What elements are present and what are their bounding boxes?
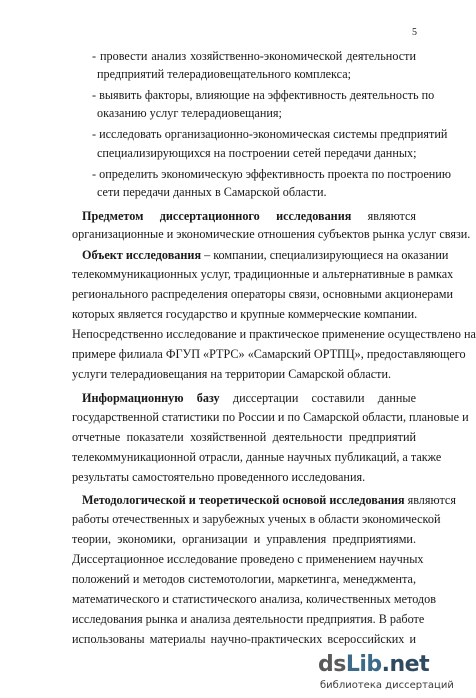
text-line: организационные и экономические отношения субъектов рынка услуг связи.: [72, 227, 471, 241]
text-line: регионального распределения операторы связи, основными акционерами: [72, 287, 453, 301]
text-line: телекоммуникационных услуг, традиционные и альтернативные в рамках: [72, 267, 454, 281]
bold-term: Предметом диссертационного исследования: [82, 209, 352, 223]
text-line: работы отечественных и зарубежных ученых в области экономической: [72, 512, 441, 526]
text-line: Диссертационное исследование проведено с применением научных: [72, 552, 424, 566]
bold-term: Информационную базу: [82, 391, 220, 405]
text-line: услуги телерадиовещания на территории Самарской области.: [72, 367, 392, 381]
text-line: Объект исследования – компании, специализирующиеся на оказании: [82, 248, 449, 262]
watermark-logo-text: dsLib.net: [318, 652, 430, 677]
text-line: Предметом диссертационного исследования являются: [82, 209, 416, 223]
text-line: теории, экономики, организации и управления предприятиями.: [72, 532, 416, 546]
text-line: исследования рынка и анализа деятельности предприятия. В работе: [72, 612, 425, 626]
text-line: оказанию услуг телерадиовещания;: [97, 106, 282, 120]
text-line: которых является государство и крупные коммерческие компании.: [72, 307, 418, 321]
text-line: математического и статистического анализа, количественных методов: [72, 592, 436, 606]
text-line: специализирующихся на построении сетей передачи данных;: [97, 146, 417, 160]
text-line: предприятий телерадиовещательного комплекса;: [97, 67, 352, 81]
watermark-logo: [318, 652, 454, 692]
text-line: сети передачи данных в Самарской области.: [97, 185, 327, 199]
text-line: отчетные показатели хозяйственной деятельности предприятий: [72, 430, 416, 444]
text-line: Информационную базу диссертации составили данные: [82, 391, 416, 405]
text-line: положений и методов системотологии, маркетинга, менеджмента,: [72, 572, 416, 586]
text-line: примере филиала ФГУП «РТРС» «Самарский ОРТПЦ», предоставляющего: [72, 347, 466, 361]
watermark-subtitle: библиотека диссертаций: [320, 680, 454, 691]
text-line: телекоммуникационной отрасли, данные научных публикаций, а также: [72, 450, 442, 464]
text-line: результаты самостоятельно проведенного исследования.: [72, 470, 366, 484]
bold-term: Методологической и теоретической основой исследования: [82, 493, 405, 507]
text-line: Методологической и теоретической основой исследования являются: [82, 493, 456, 507]
text-line: - исследовать организационно-экономическая системы предприятий: [92, 127, 448, 141]
text-line: государственной статистики по России и по Самарской области, плановые и: [72, 410, 469, 424]
text-line: - провести анализ хозяйственно-экономической деятельности: [92, 49, 416, 63]
page-number: 5: [412, 27, 417, 38]
text-line: - выявить факторы, влияющие на эффективность деятельность по: [92, 88, 435, 102]
text-line: Непосредственно исследование и практическое применение осуществлено на: [72, 327, 476, 341]
text-line: - определить экономическую эффективность проекта по построению: [92, 167, 451, 181]
bold-term: Объект исследования: [82, 248, 202, 262]
text-line: использованы материалы научно-практических всероссийских и: [72, 632, 416, 646]
